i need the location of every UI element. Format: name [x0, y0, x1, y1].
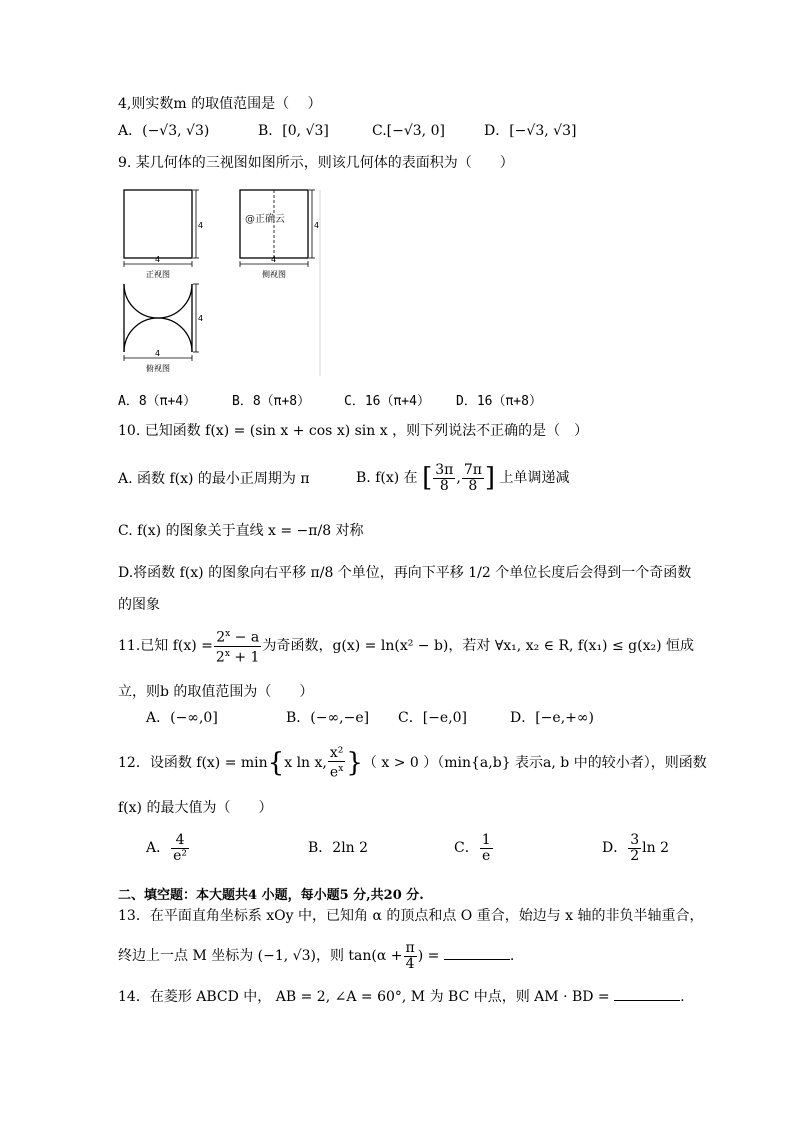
q9-option-a: A．8（π+4） [118, 394, 197, 409]
q8-option-b: B．[0, √3] [258, 123, 329, 139]
q13-answer-blank[interactable] [444, 945, 510, 960]
q12-option-d: D． $\frac{3}{2}$ ln 2 [602, 831, 670, 864]
q11-option-d: D．[−e,+∞) [510, 710, 595, 726]
q12-option-a: A． $\frac{4}{\text{e²}}$ [146, 831, 188, 864]
q13-line2-prefix: 终边上一点 M 坐标为 (−1, √3)，则 tan(α + [118, 948, 403, 964]
q11-option-c: C．[−e,0] [398, 710, 468, 726]
q12-prefix: 12．设函数 f(x) = min [118, 755, 268, 771]
front-view [124, 190, 203, 279]
top-view-label: 俯视图 [146, 364, 170, 373]
q11-line1-rest: 为奇函数，g(x) = ln(x² − b)，若对 ∀x₁, x₂ ∈ R, f(x₁) ≤ g(x₂) 恒成 [262, 638, 694, 654]
side-width-label: 4 [271, 255, 277, 264]
q12-line2: f(x) 的最大值为（ ） [118, 800, 273, 816]
front-height-label: 4 [198, 221, 204, 230]
q11-option-b: B．(−∞,−e] [286, 710, 370, 726]
q9-option-b: B．8（π+8） [232, 394, 311, 409]
q11-line1: 11.已知 f(x) = $\frac{2^x - a}{2^x + 1}$ 为奇函数，g(x) = ln(x² − b)，若对 ∀x₁, x₂ ∈ R, f(x₁) ≤ g(x₂) 恒成 [118, 628, 694, 666]
q9-option-c: C．16（π+4） [344, 394, 430, 409]
q11-option-a: A．(−∞,0] [146, 710, 218, 726]
q10-option-d-line2: 的图象 [118, 597, 160, 613]
side-height-label: 4 [314, 221, 320, 230]
q10-option-a: A. 函数 f(x) 的最小正周期为 π [118, 471, 310, 487]
q12-option-b: B．2ln 2 [308, 840, 369, 856]
three-view-figure [112, 180, 332, 376]
q12-suffix: （ x > 0 ）（min{a,b} 表示a, b 中的较小者），则函数 [362, 755, 707, 771]
side-view-label: 侧视图 [262, 270, 286, 279]
q10-option-b-suffix: 上单调递减 [499, 470, 570, 486]
q12-option-c: C． $\frac{1}{e}$ [454, 831, 491, 864]
q9-option-d: D．16（π+8） [456, 394, 542, 409]
q8-option-a: A．(−√3, √3) [118, 123, 210, 139]
q12-line1: 12．设函数 f(x) = min{x ln x, $\frac{\text{x²}}{e^x}$ }（ x > 0 ）（min{a,b} 表示a, b 中的较小者），则函数 [118, 744, 707, 781]
q11-line2: 立，则b 的取值范围为（ ） [118, 684, 314, 700]
q10-option-b: B. f(x) 在 [ $\frac{3\pi}{8}$ , $\frac{7\pi}{8}$ ] 上单调递减 [356, 461, 570, 494]
front-width-label: 4 [155, 255, 161, 264]
q8-option-c: C.[−√3, 0] [372, 123, 445, 139]
q9-stem: 9. 某几何体的三视图如图所示，则该几何体的表面积为（ ） [118, 155, 514, 171]
q10-stem: 10. 已知函数 f(x) = (sin x + cos x) sin x ，则下列说法不正确的是（ ） [118, 423, 589, 439]
q13-line2: 终边上一点 M 坐标为 (−1, √3)，则 tan(α + $\frac{\pi}{4}$ ) = . [118, 939, 515, 972]
top-view [124, 284, 203, 373]
q10-option-d-line1: D.将函数 f(x) 的图象向右平移 π/8 个单位，再向下平移 1/2 个单位长度后会得到一个奇函数 [118, 565, 692, 581]
side-view [240, 190, 320, 376]
front-view-label: 正视图 [146, 270, 170, 279]
top-height-label: 4 [198, 314, 204, 323]
q14-text: 14．在菱形 ABCD 中， AB = 2, ∠A = 60°, M 为 BC 中点，则 AM · BD = . [118, 986, 685, 1007]
top-width-label: 4 [155, 349, 161, 358]
watermark: @正确云 [245, 214, 285, 225]
q10-option-b-prefix: B. f(x) 在 [356, 470, 418, 486]
section2-title: 二、填空题：本大题共4 小题，每小题5 分,共20 分. [118, 888, 424, 903]
q14-answer-blank[interactable] [614, 986, 680, 1001]
q13-line2-suffix: ) = [417, 948, 444, 964]
q13-line1: 13．在平面直角坐标系 xOy 中，已知角 α 的顶点和点 O 重合，始边与 x 轴的非负半轴重合， [118, 908, 704, 924]
q10-option-c: C. f(x) 的图象关于直线 x = −π/8 对称 [118, 523, 364, 539]
q8-option-d: D．[−√3, √3] [484, 123, 577, 139]
q8-stem: 4,则实数m 的取值范围是（ ） [118, 96, 322, 112]
